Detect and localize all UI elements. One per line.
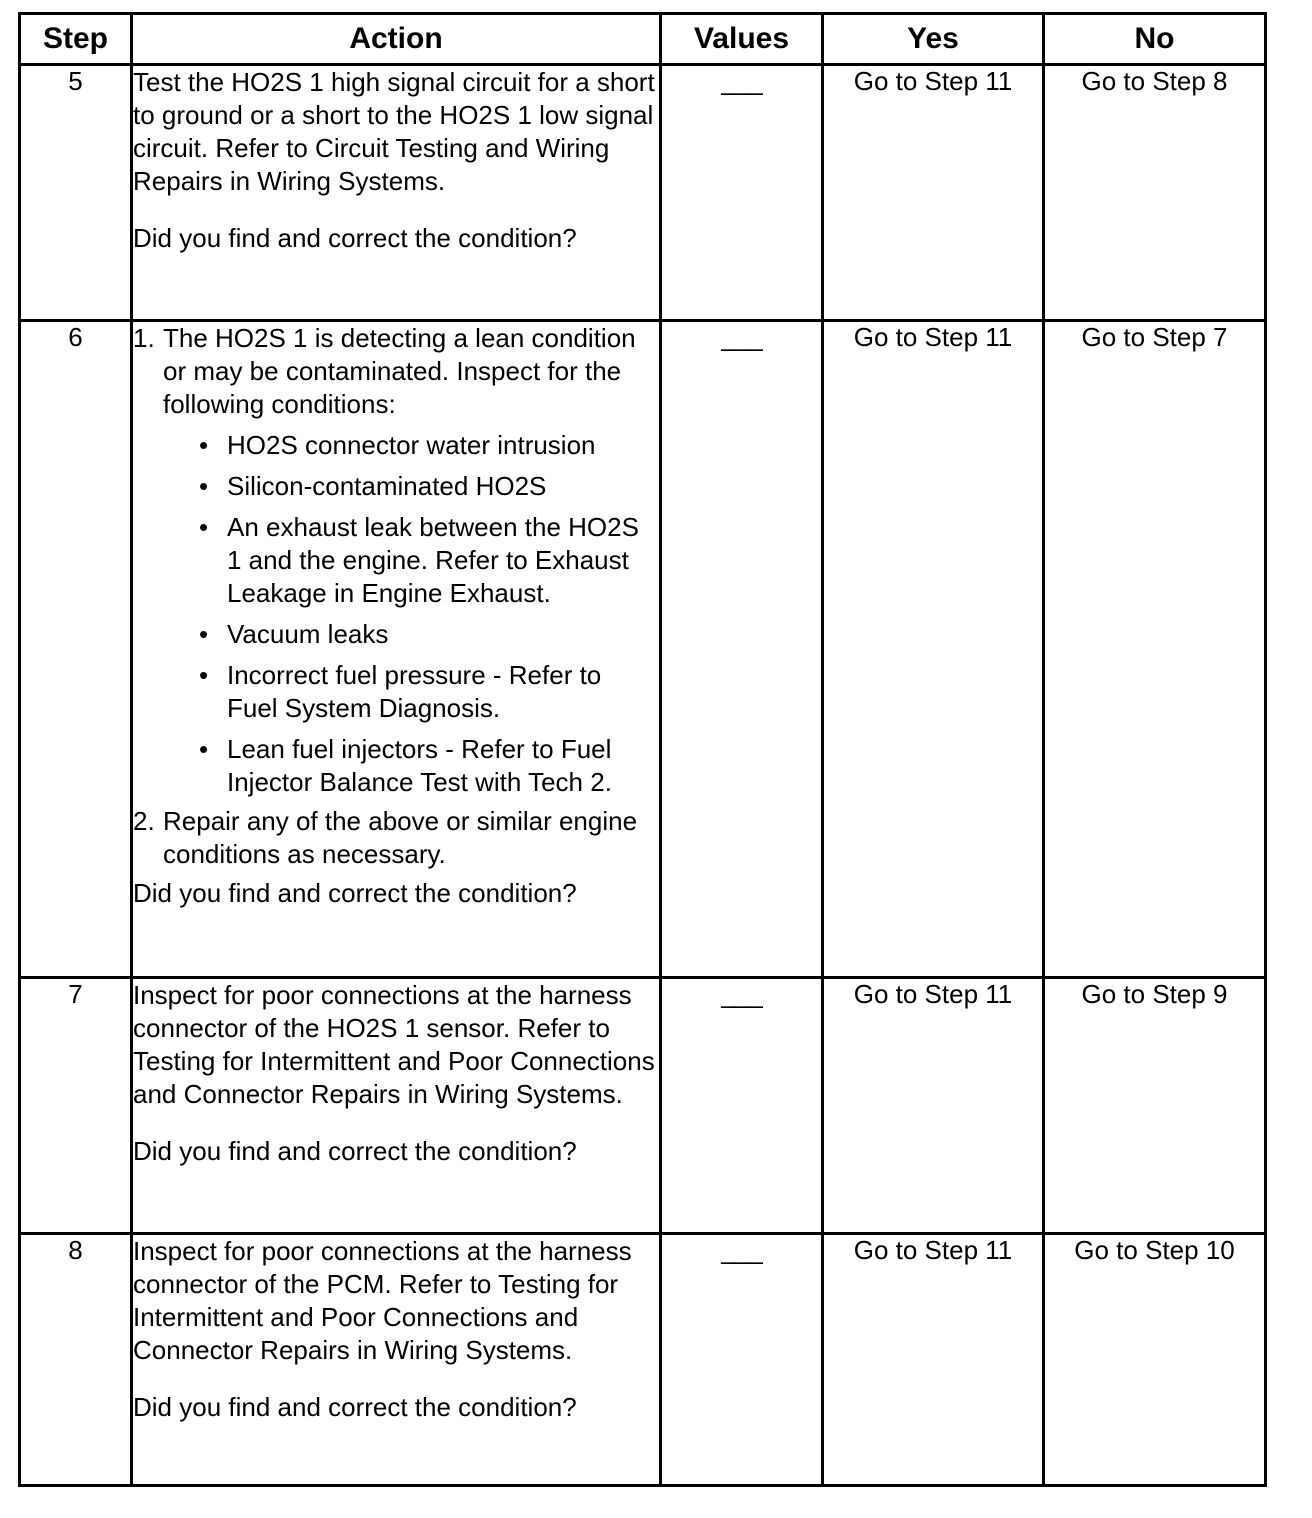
table-row [20, 65, 1266, 321]
bullet-text: HO2S connector water intrusion [227, 430, 596, 460]
step-number: 5 [20, 65, 132, 321]
no-cell: Go to Step 10 [1044, 1234, 1266, 1486]
action-question: Did you find and correct the condition? [133, 1392, 577, 1422]
item-number: 1. [133, 323, 155, 353]
bullet-text: Vacuum leaks [227, 619, 389, 649]
action-cell [132, 978, 661, 1234]
list-item [163, 618, 659, 651]
list-item [163, 733, 659, 799]
numbered-item [133, 805, 659, 871]
no-cell: Go to Step 7 [1044, 321, 1266, 978]
header-no: No [1044, 14, 1266, 65]
action-question: Did you find and correct the condition? [133, 878, 577, 908]
values-placeholder: ___ [721, 322, 762, 352]
list-item [163, 511, 659, 610]
action-question: Did you find and correct the condition? [133, 223, 577, 253]
header-row [20, 14, 1266, 65]
yes-cell: Go to Step 11 [823, 1234, 1044, 1486]
item-number: 2. [133, 806, 155, 836]
list-item [163, 429, 659, 462]
bullet-icon: • [199, 430, 209, 460]
bullet-icon: • [199, 512, 209, 542]
bullet-icon: • [199, 619, 209, 649]
step-number: 8 [20, 1234, 132, 1486]
header-step: Step [20, 14, 132, 65]
values-cell [661, 65, 823, 321]
values-cell [661, 321, 823, 978]
list-item [163, 470, 659, 503]
item-text: Repair any of the above or similar engine conditions as necessary. [163, 806, 638, 869]
no-cell: Go to Step 9 [1044, 978, 1266, 1234]
bullet-text: Silicon-contaminated HO2S [227, 471, 547, 501]
step-number: 6 [20, 321, 132, 978]
table-row [20, 321, 1266, 978]
action-text: Inspect for poor connections at the harness connector of the PCM. Refer to Testing for Intermittent and Poor Connections and Connector Repairs in Wiring Systems. [133, 1236, 632, 1365]
yes-cell: Go to Step 11 [823, 321, 1044, 978]
action-cell [132, 1234, 661, 1486]
numbered-item [133, 322, 659, 799]
yes-cell: Go to Step 11 [823, 978, 1044, 1234]
list-item [163, 659, 659, 725]
bullet-list [163, 429, 659, 799]
step-number: 7 [20, 978, 132, 1234]
bullet-icon: • [199, 660, 209, 690]
table-row [20, 978, 1266, 1234]
action-cell [132, 65, 661, 321]
no-cell: Go to Step 8 [1044, 65, 1266, 321]
diagnostic-table [18, 12, 1267, 1487]
action-cell [132, 321, 661, 978]
action-text: Inspect for poor connections at the harness connector of the HO2S 1 sensor. Refer to Testing for Intermittent and Poor Connections and Connector Repairs in Wiring Systems. [133, 980, 655, 1109]
bullet-text: An exhaust leak between the HO2S 1 and the engine. Refer to Exhaust Leakage in Engine Exhaust. [227, 512, 639, 608]
header-values: Values [661, 14, 823, 65]
values-placeholder: ___ [721, 66, 762, 96]
bullet-icon: • [199, 734, 209, 764]
action-text: Test the HO2S 1 high signal circuit for a short to ground or a short to the HO2S 1 low signal circuit. Refer to Circuit Testing and Wiring Repairs in Wiring Systems. [133, 67, 655, 196]
bullet-text: Incorrect fuel pressure - Refer to Fuel System Diagnosis. [227, 660, 602, 723]
values-placeholder: ___ [721, 1235, 762, 1265]
yes-cell: Go to Step 11 [823, 65, 1044, 321]
table-row [20, 1234, 1266, 1486]
action-question: Did you find and correct the condition? [133, 1136, 577, 1166]
item-text: The HO2S 1 is detecting a lean condition or may be contaminated. Inspect for the following conditions: [163, 323, 636, 419]
bullet-icon: • [199, 471, 209, 501]
bullet-text: Lean fuel injectors - Refer to Fuel Injector Balance Test with Tech 2. [227, 734, 612, 797]
values-placeholder: ___ [721, 979, 762, 1009]
header-action: Action [132, 14, 661, 65]
values-cell [661, 978, 823, 1234]
header-yes: Yes [823, 14, 1044, 65]
values-cell [661, 1234, 823, 1486]
